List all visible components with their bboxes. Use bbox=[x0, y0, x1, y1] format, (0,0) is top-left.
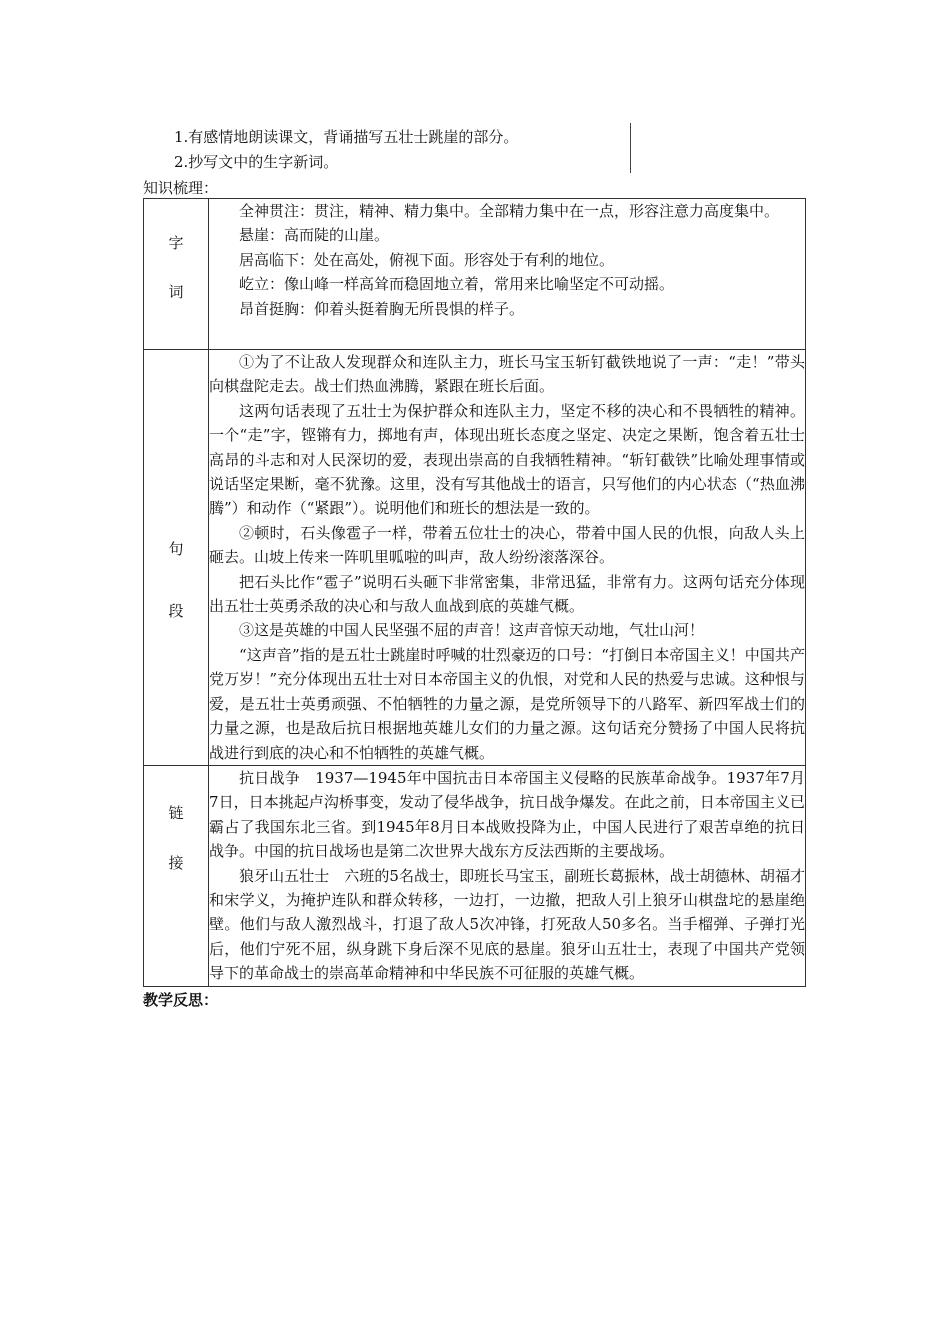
sentences-label-char-2: 段 bbox=[168, 602, 184, 620]
sentences-row bbox=[144, 350, 806, 766]
words-content bbox=[209, 199, 806, 350]
link-paragraph: 狼牙山五壮士 六班的5名战士，即班长马宝玉，副班长葛振林，战士胡德林、胡福才和宋学义，为掩护连队和群众转移，一边打，一边撤，把敌人引上狼牙山棋盘坨的悬崖绝壁。他们与敌人激烈战斗，打退了敌人5次冲锋，打死敌人50多名。当手榴弹、子弹打光后，他们宁死不屈，纵身跳下身后深不见底的悬崖。狼牙山五壮士，表现了中国共产党领导下的革命战士的崇高革命精神和中华民族不可征服的英雄气概。 bbox=[209, 866, 805, 983]
sentence-quote: ①为了不让敌人发现群众和连队主力，班长马宝玉斩钉截铁地说了一声：“走！”带头向棋盘陀走去。战士们热血沸腾，紧跟在班长后面。 bbox=[209, 353, 805, 396]
word-entry: 屹立：像山峰一样高耸而稳固地立着，常用来比喻坚定不可动摇。 bbox=[239, 275, 675, 294]
homework-item-2: 2.抄写文中的生字新词。 bbox=[174, 153, 339, 171]
sentence-quote: ③这是英雄的中国人民坚强不屈的声音！这声音惊天动地，气壮山河！ bbox=[239, 621, 705, 640]
sentences-label-cell bbox=[144, 350, 209, 766]
links-content bbox=[209, 765, 806, 986]
word-entry: 全神贯注：贯注，精神、精力集中。全部精力集中在一点，形容注意力高度集中。 bbox=[239, 202, 780, 220]
words-label-char-2: 词 bbox=[168, 283, 184, 301]
word-entry: 昂首挺胸：仰着头挺着胸无所畏惧的样子。 bbox=[239, 299, 525, 318]
sentence-quote: ②顿时，石头像雹子一样，带着五位壮士的决心，带着中国人民的仇恨，向敌人头上砸去。山坡上传来一阵叽里呱啦的叫声，敌人纷纷滚落深谷。 bbox=[209, 523, 805, 567]
links-label-cell bbox=[144, 765, 209, 986]
links-label-char-2: 接 bbox=[168, 853, 184, 872]
divider-line bbox=[630, 123, 631, 173]
reflection-heading: 教学反思： bbox=[143, 991, 219, 1009]
sentences-content bbox=[209, 350, 806, 766]
links-row bbox=[144, 765, 806, 986]
words-label-char-1: 字 bbox=[168, 234, 184, 252]
sentence-analysis: 把石头比作“雹子”说明石头砸下非常密集，非常迅猛，非常有力。这两句话充分体现出五壮士英勇杀敌的决心和与敌人血战到底的英雄气概。 bbox=[209, 572, 805, 616]
sentence-analysis: 这两句话表现了五壮士为保护群众和连队主力，坚定不移的决心和不畏牺牲的精神。一个“走”字，铿锵有力，掷地有声，体现出班长态度之坚定、决定之果断，饱含着五壮士高昂的斗志和对人民深切的爱，表现出崇高的自我牺牲精神。“斩钉截铁”比喻处理事情或说话坚定果断，毫不犹豫。这里，没有写其他战士的语言，只写他们的内心状态（“热血沸腾”）和动作（“紧跟”）。说明他们和班长的想法是一致的。 bbox=[209, 401, 805, 518]
word-entry: 悬崖：高而陡的山崖。 bbox=[239, 226, 390, 245]
links-label-char-1: 链 bbox=[168, 803, 184, 822]
word-entry: 居高临下：处在高处，俯视下面。形容处于有利的地位。 bbox=[239, 250, 615, 269]
knowledge-table bbox=[143, 198, 806, 987]
homework-item-1: 1.有感情地朗读课文，背诵描写五壮士跳崖的部分。 bbox=[174, 128, 519, 146]
knowledge-heading: 知识梳理： bbox=[143, 179, 219, 197]
sentences-label-char-1: 句 bbox=[168, 540, 184, 558]
link-paragraph: 抗日战争 1937—1945年中国抗击日本帝国主义侵略的民族革命战争。1937年7月7日，日本挑起卢沟桥事变，发动了侵华战争，抗日战争爆发。在此之前，日本帝国主义已霸占了我国东北三省。到1945年8月日本战败投降为止，中国人民进行了艰苦卓绝的抗日战争。中国的抗日战场也是第二次世界大战东方反法西斯的主要战场。 bbox=[209, 768, 805, 861]
words-label-cell bbox=[144, 199, 209, 350]
words-row bbox=[144, 199, 806, 350]
sentence-analysis: “这声音”指的是五壮士跳崖时呼喊的壮烈豪迈的口号：“打倒日本帝国主义！中国共产党万岁！”充分体现出五壮士对日本帝国主义的仇恨，对党和人民的热爱与忠诚。这种恨与爱，是五壮士英勇顽强、不怕牺牲的力量之源，是党所领导下的八路军、新四军战士们的力量之源，也是敌后抗日根据地英雄儿女们的力量之源。这句话充分赞扬了中国人民将抗战进行到底的决心和不怕牺牲的英雄气概。 bbox=[209, 645, 805, 762]
